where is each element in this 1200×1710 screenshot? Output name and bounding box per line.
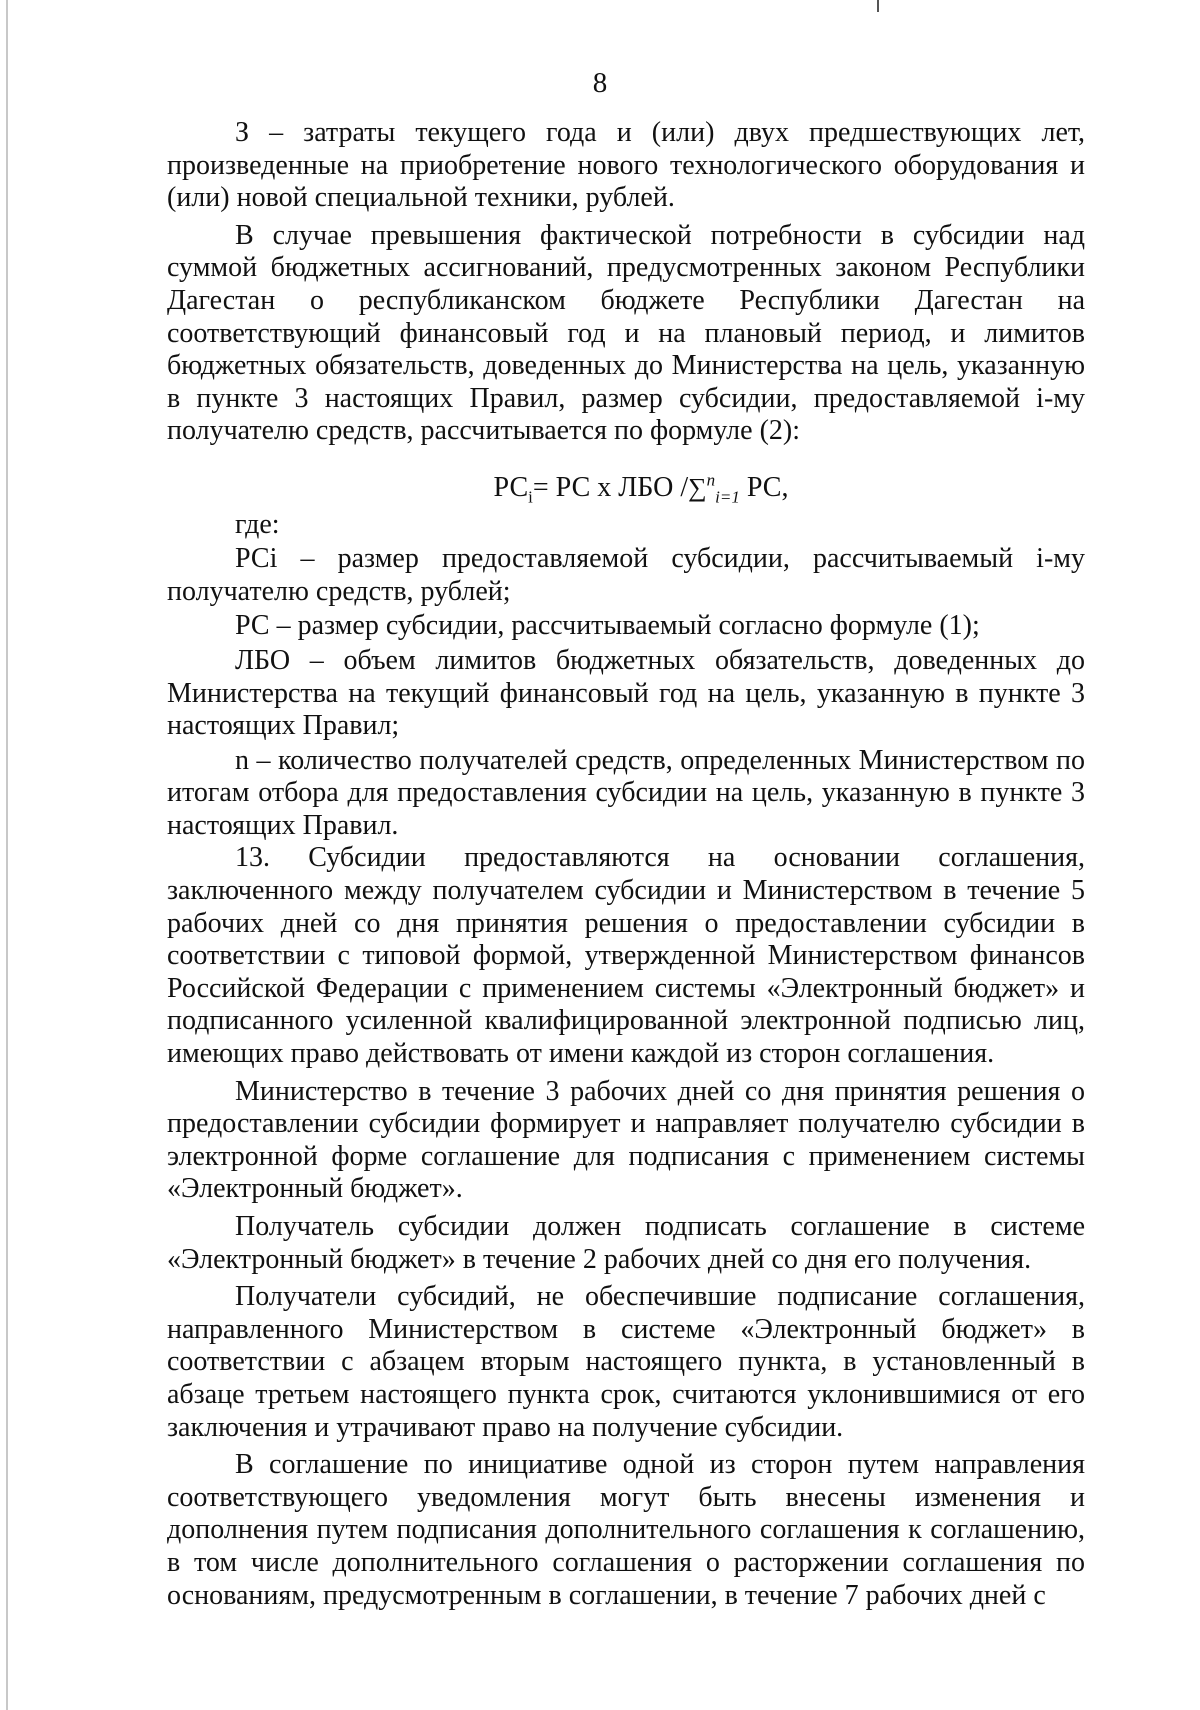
formula-tail: РС,	[739, 471, 789, 503]
definition-rsi: РСi – размер предоставляемой субсидии, рассчитываемый i-му получателю средств, рублей;	[167, 543, 1085, 607]
where-label: где:	[235, 508, 280, 540]
section-13-paragraph-1: 13. Субсидии предоставляются на основании соглашения, заключенного между получателем субсидии и Министерством в течение 5 рабочих дней со дня принятия решения о предоставлении субсидии в соответствии с типовой формой, утвержденной Министерством финансов Российской Федерации с применением системы «Электронный бюджет» и подписанного усиленной квалифицированной электронной подписью лиц, имеющих право действовать от имени каждой из сторон соглашения.	[167, 842, 1085, 1070]
section-13-paragraph-2: Министерство в течение 3 рабочих дней со дня принятия решения о предоставлении субсидии формирует и направляет получателю субсидии в электронной форме соглашение для подписания с применением системы «Электронный бюджет».	[167, 1075, 1085, 1205]
formula-eq: = РС х ЛБО /	[532, 471, 689, 503]
scan-edge-line	[6, 0, 8, 1710]
page-number: 8	[592, 67, 608, 99]
scan-mark	[877, 0, 879, 12]
formula-sum-symbol: ∑	[688, 472, 707, 502]
formula-2	[167, 472, 1085, 505]
section-13-paragraph-4: Получатели субсидий, не обеспечившие подписание соглашения, направленного Министерством в системе «Электронный бюджет» в соответствии с абзацем вторым настоящего пункта, в установленный в абзаце третьем настоящего пункта срок, считаются уклонившимися от его заключения и утрачивают право на получение субсидии.	[167, 1281, 1085, 1443]
document-body	[167, 117, 1085, 1612]
definition-rs: РС – размер субсидии, рассчитываемый согласно формуле (1);	[235, 610, 980, 642]
formula-sum-lower: i=1	[715, 487, 740, 507]
section-13-paragraph-5: В соглашение по инициативе одной из сторон путем направления соответствующего уведомления могут быть внесены изменения и дополнения путем подписания дополнительного соглашения к соглашению, в том числе дополнительного соглашения о расторжении соглашения по основаниям, предусмотренным в соглашении, в течение 7 рабочих дней с	[167, 1449, 1085, 1611]
definition-n: n – количество получателей средств, определенных Министерством по итогам отбора для предоставления субсидии на цель, указанную в пункте 3 настоящих Правил.	[167, 744, 1085, 841]
formula-lhs: $РС_i$	[493, 471, 533, 507]
formula-sum-upper: n	[706, 470, 716, 490]
definition-lbo: ЛБО – объем лимитов бюджетных обязательств, доведенных до Министерства на текущий финансовый год на цель, указанную в пункте 3 настоящих Правил;	[167, 644, 1085, 742]
paragraph-excess-need: В случае превышения фактической потребности в субсидии над суммой бюджетных ассигнований, предусмотренных законом Республики Дагестан о республиканском бюджете Республики Дагестан на соответствующий финансовый год и на плановый период, и лимитов бюджетных обязательств, доведенных до Министерства на цель, указанную в пункте 3 настоящих Правил, размер субсидии, предоставляемой i-му получателю средств, рассчитывается по формуле (2):	[167, 219, 1085, 447]
paragraph-costs-definition: З – затраты текущего года и (или) двух предшествующих лет, произведенные на приобретение нового технологического оборудования и (или) новой специальной техники, рублей.	[167, 117, 1085, 214]
section-13-paragraph-3: Получатель субсидии должен подписать соглашение в системе «Электронный бюджет» в течение 2 рабочих дней со дня его получения.	[167, 1211, 1085, 1275]
